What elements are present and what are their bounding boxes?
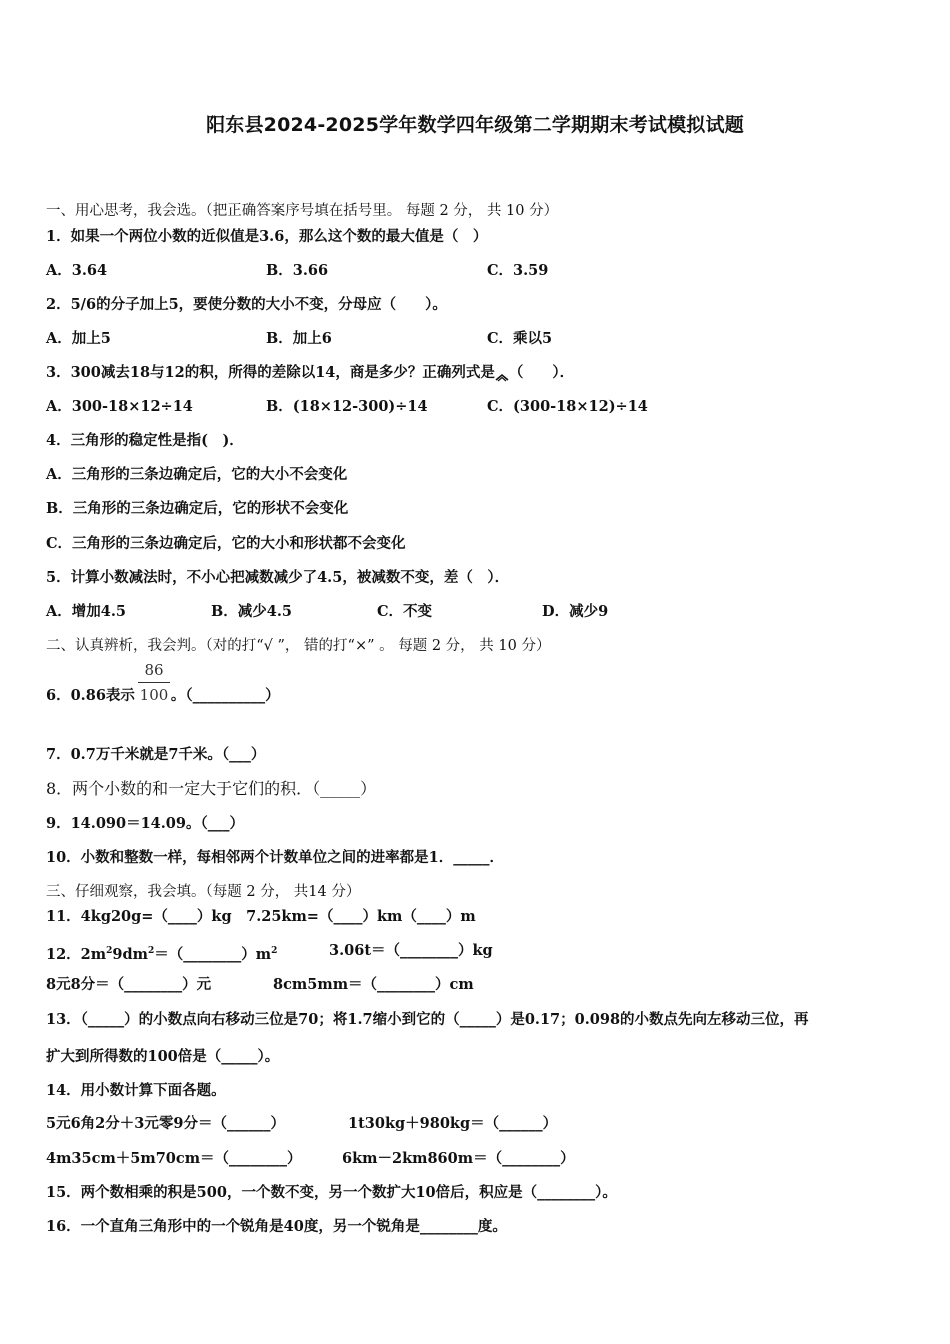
q2-option-a: A．加上5: [46, 330, 111, 347]
question-8: 8．两个小数的和一定大于它们的积．（_____）: [46, 779, 377, 798]
q12-item-cm: 8cm5mm＝（________）cm: [273, 976, 474, 993]
section-2-heading: 二、认真辨析，我会判。（对的打“√ ”， 错的打“×” 。 每题 2 分， 共 10 分）: [46, 638, 551, 654]
question-12-row-1: [46, 941, 277, 965]
question-1: 1．如果一个两位小数的近似值是3.6，那么这个数的最大值是（ ）: [46, 228, 488, 245]
question-14: 14．用小数计算下面各题。: [46, 1082, 226, 1099]
q12-item-tonnes: 3.06t＝（________）kg: [329, 942, 493, 959]
fraction-numerator: 86: [144, 661, 164, 679]
q5-option-b: B．减少4.5: [211, 603, 292, 620]
section-3-heading: 三、仔细观察，我会填。（每题 2 分， 共14 分）: [46, 884, 361, 900]
q12-item-yuan: 8元8分＝（________）元: [46, 976, 212, 993]
q12-part: 12．2m: [46, 945, 107, 963]
q1-option-a: A．3.64: [46, 262, 108, 279]
q1-option-b: B．3.66: [266, 262, 329, 279]
q14-item-money: 5元6角2分＋3元零9分＝（______）: [46, 1115, 285, 1132]
question-5: 5．计算小数减法时，不小心把减数减少了4.5，被减数不变，差（ ）．: [46, 569, 510, 586]
question-7: 7．0.7万千米就是7千米。（___）: [46, 746, 266, 763]
question-13-line-1: 13．（_____）的小数点向右移动三位是70；将1.7缩小到它的（_____）是0.17；0.098的小数点先向左移动三位，再: [46, 1011, 809, 1028]
superscript: 2: [147, 946, 155, 956]
q5-option-a: A．增加4.5: [46, 603, 126, 620]
q14-item-distance: 6km－2km860m＝（________）: [342, 1150, 575, 1167]
q2-option-b: B．加上6: [266, 330, 332, 347]
section-1-heading: 一、用心思考，我会选。（把正确答案序号填在括号里。 每题 2 分， 共 10 分）: [46, 203, 559, 219]
question-10: 10．小数和整数一样，每相邻两个计数单位之间的进率都是1．_____．: [46, 849, 505, 866]
q2-option-c: C．乘以5: [487, 330, 553, 347]
q12-part: 9dm: [112, 945, 148, 963]
page-title: 阳东县2024-2025学年数学四年级第二学期期末考试模拟试题: [206, 114, 744, 136]
q5-option-d: D．减少9: [542, 603, 609, 620]
q6-text-before: 6．0.86表示: [46, 687, 135, 704]
fraction-denominator: 100: [139, 686, 169, 704]
question-15: 15．两个数相乘的积是500，一个数不变，另一个数扩大10倍后，积应是（________）。: [46, 1184, 617, 1201]
q3-option-a: A．300-18×12÷14: [46, 398, 193, 415]
superscript: 2: [271, 946, 278, 956]
q5-option-c: C．不变: [377, 603, 433, 620]
caret-mark-icon: [495, 368, 509, 378]
q3-text-after: （ ）．: [508, 364, 575, 381]
q6-text-after: 。（__________）: [170, 687, 280, 704]
fraction-bar: [138, 682, 170, 683]
q1-option-c: C．3.59: [487, 262, 549, 279]
question-2: 2．5/6的分子加上5，要使分数的大小不变，分母应（ ）。: [46, 296, 447, 313]
question-9: 9．14.090＝14.09。（___）: [46, 815, 244, 832]
question-11: 11．4kg20g=（____）kg 7.25km=（____）km（____）m: [46, 908, 476, 925]
question-4: 4．三角形的稳定性是指( )．: [46, 432, 244, 449]
q4-option-a: A．三角形的三条边确定后，它的大小不会变化: [46, 466, 348, 483]
q3-text-before: 3．300减去18与12的积，所得的差除以14，商是多少？正确列式是: [46, 364, 495, 381]
q14-item-length: 4m35cm＋5m70cm＝（________）: [46, 1150, 302, 1167]
q14-item-mass: 1t30kg＋980kg＝（______）: [348, 1115, 558, 1132]
q6-fraction: [138, 660, 170, 705]
q3-option-c: C．(300-18×12)÷14: [487, 398, 648, 415]
question-3: [46, 363, 574, 383]
question-16: 16．一个直角三角形中的一个锐角是40度，另一个锐角是________度。: [46, 1218, 507, 1235]
q3-option-b: B．(18×12-300)÷14: [266, 398, 428, 415]
q4-option-b: B．三角形的三条边确定后，它的形状不会变化: [46, 500, 349, 517]
q4-option-c: C．三角形的三条边确定后，它的大小和形状都不会变化: [46, 535, 406, 552]
q12-part: ＝（________）m: [154, 945, 272, 963]
superscript: 2: [106, 946, 113, 956]
question-13-line-2: 扩大到所得数的100倍是（_____）。: [46, 1048, 280, 1065]
